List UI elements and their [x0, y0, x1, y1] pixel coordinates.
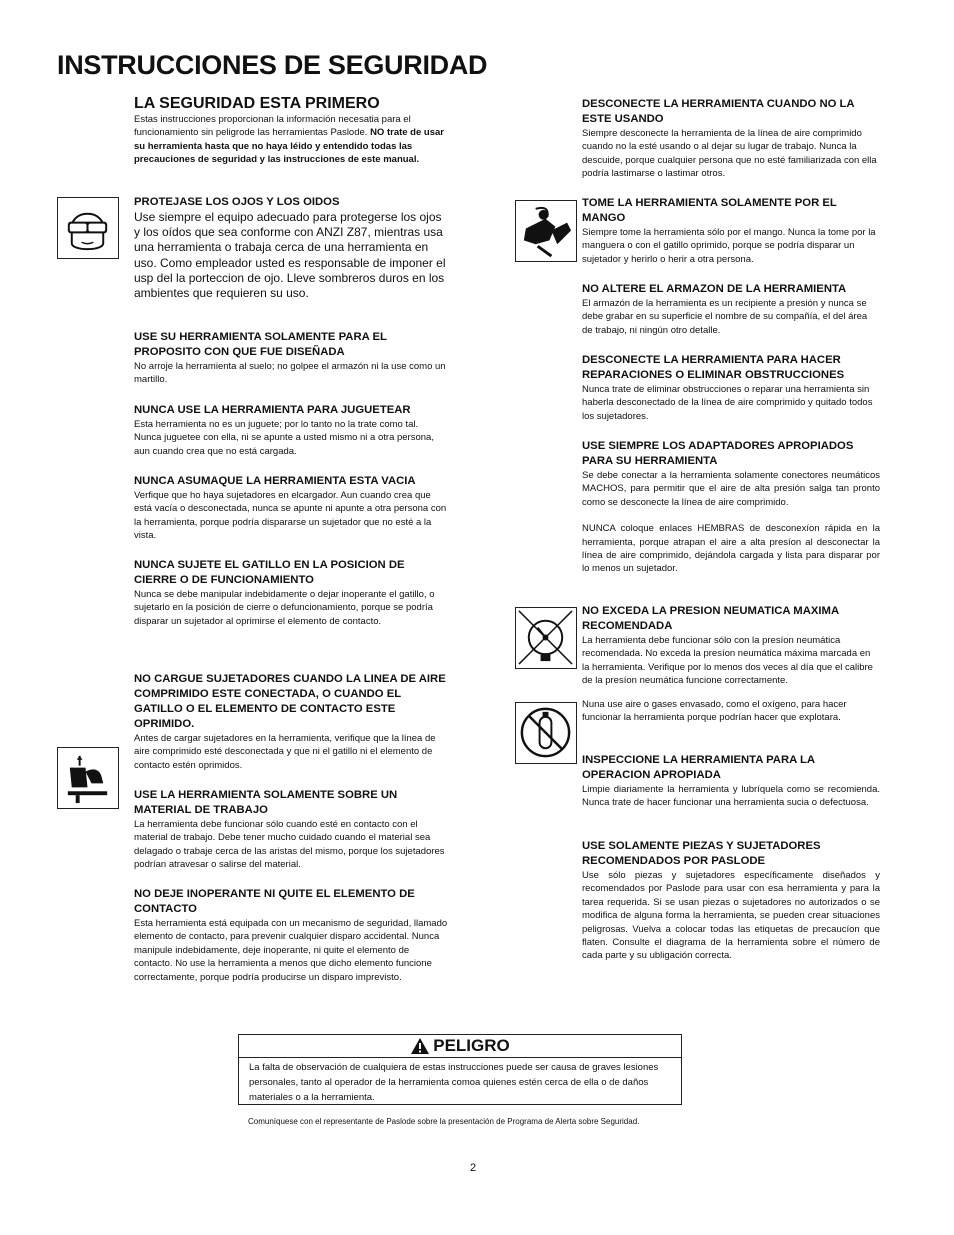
section-disconnect-unused: DESCONECTE LA HERRAMIENTA CUANDO NO LA ESTE USANDO Siempre desconecte la herramienta de la línea de aire comprimido cuando no la esté usando o al dejar su lugar de trabajo. Nunca la descuide, porque cualquier persona que no esté familiarizada con ella podría lastimarse o lastimar otros. — [582, 98, 877, 180]
section-eyes-ears: PROTEJASE LOS OJOS Y LOS OIDOS Use siempre el equipo adecuado para protegerse los ojos y los oídos que sea conforme con ANZI Z87, mientras usa una herramienta o trabaja cerca de una herramienta en uso. Como empleador usted es responsable de imponer el usp del la porteccion de ojo. Lleve sombreros duros en los ambientes que requieren su uso. — [134, 196, 446, 301]
intro-heading: LA SEGURIDAD ESTA PRIMERO — [134, 95, 380, 112]
section-inspect: INSPECCIONE LA HERRAMIENTA PARA LA OPERACION APROPIADA Limpie diariamente la herramienta y lubríquela como se recomienda. Nunca trate de hacer funcionar una herramienta sucia o defectuosa. — [582, 754, 880, 809]
intro-section — [134, 95, 444, 167]
section-intended-purpose: USE SU HERRAMIENTA SOLAMENTE PARA EL PROPOSITO CON QUE FUE DISEÑADA No arroje la herramienta al suelo; no golpee el armazón ni la use como un martillo. — [134, 331, 446, 386]
gas-cylinder-prohibited-icon — [515, 702, 577, 764]
page-title: INSTRUCCIONES DE SEGURIDAD — [57, 50, 488, 80]
load-fasteners-icon — [57, 747, 119, 809]
footnote: Comuníquese con el representante de Paslode sobre la presentación de Programa de Alerta sobre Seguridad. — [248, 1117, 640, 1126]
danger-header — [239, 1035, 681, 1058]
section-repairs: DESCONECTE LA HERRAMIENTA PARA HACER REPARACIONES O ELIMINAR OBSTRUCCIONES Nunca trate de eliminar obstrucciones o reparar una herramienta sin haberla desconectado de la línea de aire comprimido y quitado todos los sujetadores. — [582, 354, 873, 422]
section-trigger: NUNCA SUJETE EL GATILLO EN LA POSICION DE CIERRE O DE FUNCIONAMIENTO Nunca se debe manipular indebidamente o dejar inoperante el gatillo, o sujetarlo en la posición de cierre o defuncionamiento, porque se podría disparar un sujetador al oprimirse el elemento de contacto. — [134, 559, 435, 627]
page-number: 2 — [470, 1162, 477, 1174]
pressure-gauge-prohibited-icon — [515, 607, 577, 669]
warning-triangle-icon — [410, 1037, 430, 1055]
section-parts: USE SOLAMENTE PIEZAS Y SUJETADORES RECOMENDADOS POR PASLODE Use sólo piezas y sujetadores específicamente diseñados y recomendados por Paslode para usar con esa herramienta y para la tarea requerida. Si se usan piezas o sujetadores no autorizados o se modifica de alguna forma la herramienta, se pueden crear situaciones peligrosas. Vuelva a colocar todas las etiquetas de precaucíon que flaten. Consulte el diagrama de la herramienta sobre el número de cada parte y su ubligación correcta. — [582, 840, 880, 962]
section-housing: NO ALTERE EL ARMAZON DE LA HERRAMIENTA El armazón de la herramienta es un recipiente a presión y nunca se debe grabar en su superficie el nombre de su compañía, el del área de trabajo, ni ningún otro detalle. — [582, 283, 868, 336]
danger-box — [238, 1034, 682, 1105]
section-loading: NO CARGUE SUJETADORES CUANDO LA LINEA DE AIRE COMPRIMIDO ESTE CONECTADA, O CUANDO EL GATILLO O EL ELEMENTO DE CONTACTO ESTE OPRIMIDO. Antes de cargar sujetadores en la herramienta, verifique que la línea de aire comprimido esté desconectada y que ni el gatillo ni el elemento de contacto estén oprimidos. — [134, 673, 446, 771]
section-not-empty: NUNCA ASUMAQUE LA HERRAMIENTA ESTA VACIA Verfique que ho haya sujetadores en elcargador. Aun cuando crea que está vacía o desconectada, nunca se apunte ni apunte a otra persona con la herramienta, porque podría dispararse un sujetador que no esté a la vista. — [134, 475, 447, 542]
section-bottled-gas: Nuna use aire o gases envasado, como el oxígeno, para hacer funcionar la herramienta porque podrían hacer que explotara. — [582, 699, 847, 724]
danger-text: La falta de observación de cualquiera de estas instrucciones puede ser causa de graves lesiones personales, tanto al operador de la herramienta comoa quienes estén cerca de ella o de daños materiales o a la herramienta. — [249, 1062, 659, 1103]
section-max-pressure: NO EXCEDA LA PRESION NEUMATICA MAXIMA RECOMENDADA La herramienta debe funcionar sólo con la presíon neumática recomendada. No exceda la presíon neumática máxima marcada en la herramienta. Verifique por lo menos dos veces al día que el calibre de la presíon neumática funcione correctamente. — [582, 605, 873, 687]
safety-goggles-icon — [57, 197, 119, 259]
intro-text: Estas instrucciones proporcionan la información necesatia para el funcionamiento sin peligrode las herramientas Paslode. NO trate de usar su herramienta hasta que no haya léido y entendido todas las precauciones de seguridad y las instrucciones de este manual. — [134, 114, 444, 166]
danger-heading: PELIGRO — [433, 1036, 510, 1055]
section-contact-element: NO DEJE INOPERANTE NI QUITE EL ELEMENTO DE CONTACTO Esta herramienta está equipada con un mecanismo de seguridad, llamado elemento de contacto, para prevenir cualquier disparo accidental. Nunca manipule indebidamente, deje inoperante, ni quite el elemento de contacto. No use la herramienta a menos que dicho elemento funcione correctamente, porque podría producirse un disparo imprevisto. — [134, 888, 448, 983]
section-work-material: USE LA HERRAMIENTA SOLAMENTE SOBRE UN MATERIAL DE TRABAJO La herramienta debe funcionar sólo cuando esté en contacto con el material de trabajo. Debe tener mucho cuidado cuando el material sea delagado o trabaje cerca de las aristas del mismo, porque los sujetadores podrían atravesar o salirse del material. — [134, 789, 445, 871]
section-handle: TOME LA HERRAMIENTA SOLAMENTE POR EL MANGO Siempre tome la herramienta sólo por el mango. Nunca la tome por la manguera o con el gatillo oprimido, porque se podría disparar un sujetador y herirlo o herir a otra persona. — [582, 197, 876, 265]
section-no-horseplay: NUNCA USE LA HERRAMIENTA PARA JUGUETEAR Esta herramienta no es un juguete; por lo tanto no la trate como tal. Nunca juguetee con ella, ni se apunte a usted mismo ni a otra persona, aun cuando crea que no está cargada. — [134, 404, 434, 457]
section-adapters: USE SIEMPRE LOS ADAPTADORES APROPIADOS PARA SU HERRAMIENTA Se debe conectar a la herramienta solamente conectores neumáticos MACHOS, para permitir que el aire de alta presión salga tan pronto como se desconecte la línea de aire comprimido. NUNCA coloque enlaces HEMBRAS de desconexíon rápida en la herramienta, porque atrapan el aire a alta presíon al desconectar la línea de aire comprimido, dejándola cargada y lista para disparar por lo menos un sujetador. — [582, 440, 880, 575]
hold-by-handle-icon — [515, 200, 577, 262]
